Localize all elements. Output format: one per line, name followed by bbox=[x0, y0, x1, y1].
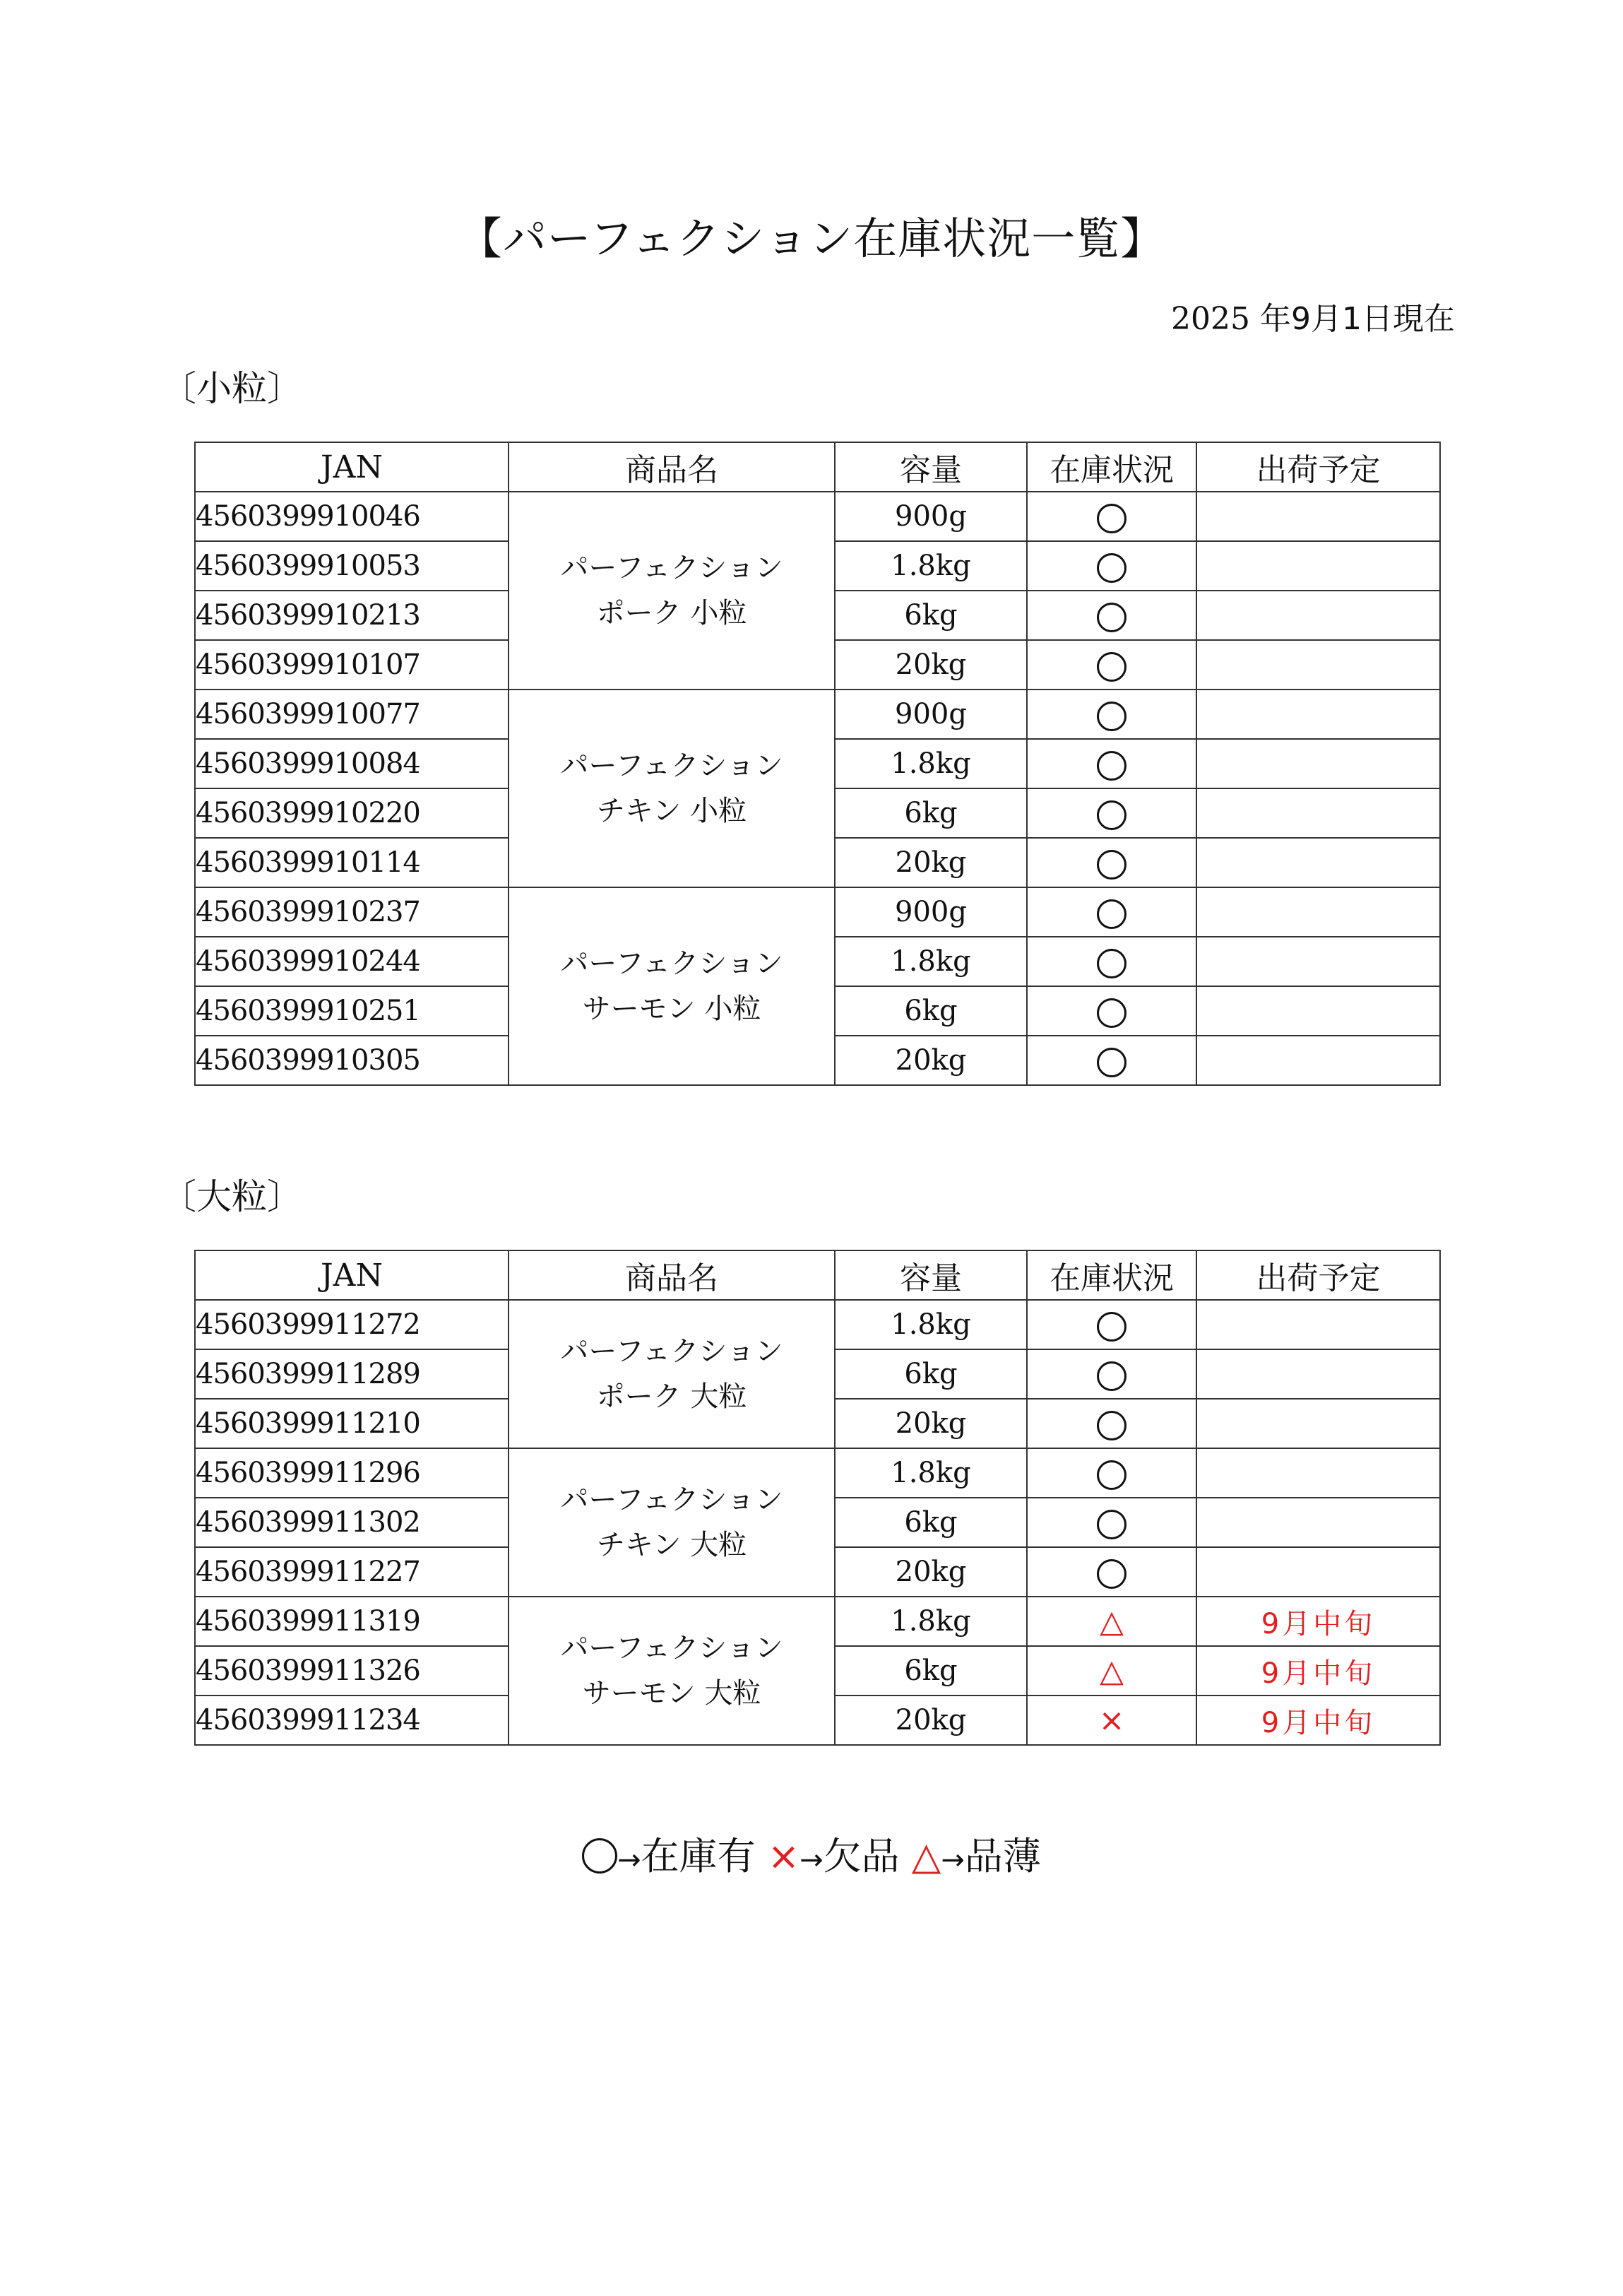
legend-text: 品薄 bbox=[964, 1834, 1041, 1878]
table-row bbox=[195, 1448, 1440, 1498]
stock-status-cell bbox=[1027, 591, 1196, 640]
low-stock-triangle-icon: △ bbox=[1100, 1603, 1124, 1640]
product-name-line1: パーフェクション bbox=[560, 1484, 783, 1516]
stock-status-cell bbox=[1027, 541, 1196, 591]
jan-cell: 4560399910046 bbox=[195, 492, 509, 541]
product-name-line2: ポーク 大粒 bbox=[596, 1380, 747, 1413]
stock-status-cell bbox=[1027, 1547, 1196, 1597]
capacity-cell: 1.8kg bbox=[835, 1448, 1027, 1498]
product-name-cell bbox=[509, 887, 835, 1085]
jan-cell: 4560399911234 bbox=[195, 1696, 509, 1745]
table-row bbox=[195, 1597, 1440, 1646]
in-stock-circle-icon bbox=[1097, 652, 1126, 682]
stock-status-cell bbox=[1027, 690, 1196, 739]
in-stock-circle-icon bbox=[1097, 949, 1126, 978]
table-row bbox=[195, 492, 1440, 541]
ship-schedule-cell bbox=[1196, 541, 1440, 591]
jan-cell: 4560399911326 bbox=[195, 1646, 509, 1696]
jan-cell: 4560399910237 bbox=[195, 887, 509, 937]
header-jan: JAN bbox=[195, 1250, 509, 1300]
table-row bbox=[195, 887, 1440, 937]
ship-schedule-cell bbox=[1196, 492, 1440, 541]
product-name-cell bbox=[509, 690, 835, 887]
in-stock-circle-icon bbox=[1097, 504, 1126, 533]
jan-cell: 4560399910251 bbox=[195, 986, 509, 1036]
product-name-cell bbox=[509, 1300, 835, 1448]
product-name-line1: パーフェクション bbox=[560, 552, 783, 584]
in-stock-circle-icon bbox=[1097, 899, 1126, 929]
ship-schedule-cell bbox=[1196, 1036, 1440, 1085]
ship-schedule-cell bbox=[1196, 1547, 1440, 1597]
capacity-cell: 900g bbox=[835, 492, 1027, 541]
jan-cell: 4560399911289 bbox=[195, 1349, 509, 1399]
ship-schedule-cell: 9月中旬 bbox=[1196, 1646, 1440, 1696]
capacity-cell: 20kg bbox=[835, 1036, 1027, 1085]
stock-status-cell bbox=[1027, 640, 1196, 690]
table-row bbox=[195, 1300, 1440, 1349]
ship-schedule-cell bbox=[1196, 887, 1440, 937]
header-row bbox=[195, 442, 1440, 492]
stock-status-cell bbox=[1027, 887, 1196, 937]
capacity-cell: 1.8kg bbox=[835, 541, 1027, 591]
ship-schedule-cell bbox=[1196, 1300, 1440, 1349]
product-name-line2: サーモン 小粒 bbox=[582, 993, 761, 1025]
stock-status-cell bbox=[1027, 1498, 1196, 1547]
jan-cell: 4560399910084 bbox=[195, 739, 509, 788]
capacity-cell: 900g bbox=[835, 690, 1027, 739]
ship-schedule-cell bbox=[1196, 739, 1440, 788]
section-label-large: 〔大粒〕 bbox=[161, 1176, 302, 1217]
section-label-small: 〔小粒〕 bbox=[161, 368, 302, 409]
header-row bbox=[195, 1250, 1440, 1300]
stock-status-cell bbox=[1027, 1646, 1196, 1696]
in-stock-circle-icon bbox=[1097, 1312, 1126, 1342]
capacity-cell: 1.8kg bbox=[835, 739, 1027, 788]
inventory-table-small bbox=[194, 442, 1441, 1086]
in-stock-circle-icon bbox=[1097, 1361, 1126, 1391]
ship-schedule-cell bbox=[1196, 838, 1440, 887]
product-name-line2: チキン 大粒 bbox=[596, 1529, 747, 1561]
table-row bbox=[195, 690, 1440, 739]
in-stock-circle-icon bbox=[1097, 1460, 1126, 1490]
product-name-cell bbox=[509, 1597, 835, 1745]
in-stock-circle-icon bbox=[1097, 1510, 1126, 1539]
legend-arrow: → bbox=[617, 1844, 641, 1876]
jan-cell: 4560399911302 bbox=[195, 1498, 509, 1547]
stock-status-cell bbox=[1027, 1696, 1196, 1745]
capacity-cell: 6kg bbox=[835, 1646, 1027, 1696]
jan-cell: 4560399911319 bbox=[195, 1597, 509, 1646]
legend-triangle-icon: △ bbox=[911, 1834, 941, 1878]
capacity-cell: 900g bbox=[835, 887, 1027, 937]
capacity-cell: 1.8kg bbox=[835, 1300, 1027, 1349]
capacity-cell: 6kg bbox=[835, 591, 1027, 640]
product-name-line1: パーフェクション bbox=[560, 947, 783, 980]
jan-cell: 4560399911210 bbox=[195, 1399, 509, 1448]
legend-text: 欠品 bbox=[823, 1834, 900, 1878]
ship-schedule-cell bbox=[1196, 986, 1440, 1036]
header-product-name: 商品名 bbox=[509, 442, 835, 492]
ship-schedule-cell bbox=[1196, 788, 1440, 838]
header-jan: JAN bbox=[195, 442, 509, 492]
ship-schedule-cell bbox=[1196, 1448, 1440, 1498]
capacity-cell: 20kg bbox=[835, 1547, 1027, 1597]
page-title: 【パーフェクション在庫状況一覧】 bbox=[458, 213, 1165, 264]
ship-schedule-cell bbox=[1196, 591, 1440, 640]
capacity-cell: 20kg bbox=[835, 640, 1027, 690]
stock-status-cell bbox=[1027, 1448, 1196, 1498]
ship-schedule-cell bbox=[1196, 937, 1440, 986]
stock-status-cell bbox=[1027, 492, 1196, 541]
ship-schedule-cell bbox=[1196, 1498, 1440, 1547]
ship-schedule-cell bbox=[1196, 1349, 1440, 1399]
stock-status-cell bbox=[1027, 1300, 1196, 1349]
capacity-cell: 1.8kg bbox=[835, 1597, 1027, 1646]
in-stock-circle-icon bbox=[1097, 553, 1126, 583]
stock-status-cell bbox=[1027, 1036, 1196, 1085]
header-stock-status: 在庫状況 bbox=[1027, 442, 1196, 492]
jan-cell: 4560399911227 bbox=[195, 1547, 509, 1597]
capacity-cell: 6kg bbox=[835, 1349, 1027, 1399]
header-ship-schedule: 出荷予定 bbox=[1196, 1250, 1440, 1300]
jan-cell: 4560399910244 bbox=[195, 937, 509, 986]
inventory-table-large bbox=[194, 1250, 1441, 1746]
product-name-line2: チキン 小粒 bbox=[596, 795, 747, 827]
stock-status-cell bbox=[1027, 1399, 1196, 1448]
header-capacity: 容量 bbox=[835, 1250, 1027, 1300]
jan-cell: 4560399910107 bbox=[195, 640, 509, 690]
in-stock-circle-icon bbox=[1097, 1559, 1126, 1589]
in-stock-circle-icon bbox=[1097, 998, 1126, 1028]
header-ship-schedule: 出荷予定 bbox=[1196, 442, 1440, 492]
legend-arrow: → bbox=[799, 1844, 824, 1876]
stock-status-cell bbox=[1027, 739, 1196, 788]
jan-cell: 4560399910213 bbox=[195, 591, 509, 640]
ship-schedule-cell bbox=[1196, 640, 1440, 690]
jan-cell: 4560399910077 bbox=[195, 690, 509, 739]
jan-cell: 4560399911296 bbox=[195, 1448, 509, 1498]
product-name-cell bbox=[509, 492, 835, 690]
in-stock-circle-icon bbox=[1097, 1048, 1126, 1077]
product-name-line2: サーモン 大粒 bbox=[582, 1677, 761, 1710]
jan-cell: 4560399910305 bbox=[195, 1036, 509, 1085]
stock-status-cell bbox=[1027, 1349, 1196, 1399]
stock-status-cell bbox=[1027, 986, 1196, 1036]
jan-cell: 4560399910220 bbox=[195, 788, 509, 838]
low-stock-triangle-icon: △ bbox=[1100, 1652, 1124, 1689]
in-stock-circle-icon bbox=[1097, 850, 1126, 880]
stock-status-cell bbox=[1027, 838, 1196, 887]
in-stock-circle-icon bbox=[1097, 702, 1126, 731]
capacity-cell: 20kg bbox=[835, 1696, 1027, 1745]
capacity-cell: 20kg bbox=[835, 838, 1027, 887]
ship-schedule-cell: 9月中旬 bbox=[1196, 1597, 1440, 1646]
in-stock-circle-icon bbox=[1097, 751, 1126, 781]
ship-schedule-cell bbox=[1196, 690, 1440, 739]
in-stock-circle-icon bbox=[1097, 800, 1126, 830]
jan-cell: 4560399911272 bbox=[195, 1300, 509, 1349]
as-of-rest: 年9月1日現在 bbox=[1260, 301, 1455, 337]
out-of-stock-cross-icon: × bbox=[1098, 1702, 1125, 1739]
product-name-line1: パーフェクション bbox=[560, 750, 783, 782]
jan-cell: 4560399910114 bbox=[195, 838, 509, 887]
product-name-line1: パーフェクション bbox=[560, 1632, 783, 1664]
legend-text: 在庫有 bbox=[641, 1834, 756, 1878]
legend-circle-icon bbox=[582, 1838, 617, 1874]
product-name-line2: ポーク 小粒 bbox=[596, 597, 747, 629]
header-stock-status: 在庫状況 bbox=[1027, 1250, 1196, 1300]
stock-status-cell bbox=[1027, 788, 1196, 838]
legend-cross-icon: × bbox=[767, 1834, 800, 1878]
capacity-cell: 6kg bbox=[835, 986, 1027, 1036]
legend-arrow: → bbox=[941, 1844, 965, 1876]
stock-legend bbox=[0, 1826, 1623, 1881]
as-of-year: 2025 bbox=[1171, 301, 1250, 337]
stock-status-cell bbox=[1027, 1597, 1196, 1646]
in-stock-circle-icon bbox=[1097, 603, 1126, 632]
header-capacity: 容量 bbox=[835, 442, 1027, 492]
ship-schedule-cell: 9月中旬 bbox=[1196, 1696, 1440, 1745]
jan-cell: 4560399910053 bbox=[195, 541, 509, 591]
product-name-cell bbox=[509, 1448, 835, 1597]
capacity-cell: 6kg bbox=[835, 788, 1027, 838]
header-product-name: 商品名 bbox=[509, 1250, 835, 1300]
capacity-cell: 6kg bbox=[835, 1498, 1027, 1547]
as-of-date bbox=[1171, 293, 1455, 338]
stock-status-cell bbox=[1027, 937, 1196, 986]
in-stock-circle-icon bbox=[1097, 1411, 1126, 1440]
capacity-cell: 1.8kg bbox=[835, 937, 1027, 986]
product-name-line1: パーフェクション bbox=[560, 1335, 783, 1368]
capacity-cell: 20kg bbox=[835, 1399, 1027, 1448]
ship-schedule-cell bbox=[1196, 1399, 1440, 1448]
